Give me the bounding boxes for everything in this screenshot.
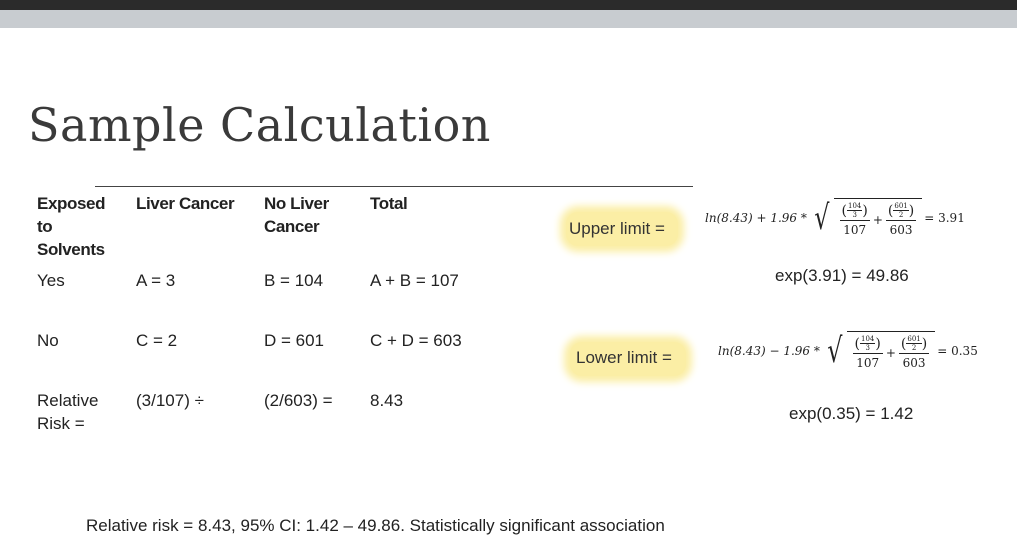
header-liver-cancer xyxy=(136,192,234,215)
inner-numerator: 104 xyxy=(848,202,862,210)
fraction-numerator: ( $\frac{601}{2}$ ) xyxy=(900,335,928,352)
radicand xyxy=(834,198,923,237)
summary-text: Relative risk = 8.43, 95% CI: 1.42 – 49.86. Statistically significant association xyxy=(86,516,665,535)
upper-limit-label: Upper limit = xyxy=(569,219,665,238)
cell-rr-part1: (3/107) ÷ xyxy=(136,391,204,410)
plus-sign: + xyxy=(885,345,896,360)
row-label-no: No xyxy=(37,331,59,350)
fraction-denominator: 603 xyxy=(902,356,926,370)
header-line: Cancer xyxy=(264,217,320,236)
inner-fraction xyxy=(893,202,908,219)
formula-result: = 0.35 xyxy=(937,343,978,358)
fraction-1 xyxy=(840,202,870,237)
inner-numerator: 104 xyxy=(861,335,875,343)
lower-limit-formula xyxy=(718,331,978,370)
inner-fraction xyxy=(906,335,921,352)
sub-bar xyxy=(0,10,1017,28)
cell-d: D = 601 xyxy=(264,331,325,350)
formula-lead: ln(8.43) + 1.96 * xyxy=(705,210,807,225)
row-label-relative-risk xyxy=(37,389,98,435)
cell-rr-value: 8.43 xyxy=(370,391,404,410)
inner-fraction xyxy=(860,335,875,352)
cell-rr-part2: (2/603) = xyxy=(264,391,333,410)
fraction-denominator: 107 xyxy=(856,356,880,370)
header-line: Solvents xyxy=(37,240,105,259)
inner-denominator: 3 xyxy=(865,344,870,352)
sqrt-icon: √ xyxy=(827,330,843,371)
fraction-numerator: ( $\frac{104}{3}$ ) xyxy=(841,202,868,219)
inner-denominator: 2 xyxy=(898,211,904,219)
inner-numerator: 601 xyxy=(894,202,908,210)
header-no-liver-cancer xyxy=(264,192,329,238)
table-top-rule xyxy=(95,186,693,187)
fraction-1 xyxy=(853,335,883,370)
inner-numerator: 601 xyxy=(907,335,921,343)
sqrt-icon: √ xyxy=(814,197,830,238)
header-line: Exposed xyxy=(37,194,106,213)
header-line: Liver Cancer xyxy=(136,194,235,213)
header-exposed xyxy=(37,192,105,261)
radicand xyxy=(847,331,936,370)
fraction-2 xyxy=(886,202,916,237)
lower-limit-exp: exp(0.35) = 1.42 xyxy=(789,404,914,423)
row-label-line: Risk = xyxy=(37,414,85,433)
row-label-yes: Yes xyxy=(37,271,65,290)
plus-sign: + xyxy=(872,212,883,227)
header-total xyxy=(370,192,407,215)
fraction-denominator: 107 xyxy=(843,223,867,237)
inner-denominator: 3 xyxy=(852,211,857,219)
upper-limit-exp: exp(3.91) = 49.86 xyxy=(775,266,909,285)
header-line: Total xyxy=(370,194,408,213)
inner-fraction xyxy=(847,202,862,219)
formula-result: = 3.91 xyxy=(924,210,965,225)
fraction-denominator: 603 xyxy=(889,223,913,237)
cell-total-no: C + D = 603 xyxy=(370,331,462,350)
row-label-line: Relative xyxy=(37,391,99,410)
fraction-2 xyxy=(899,335,929,370)
header-line: No Liver xyxy=(264,194,329,213)
cell-a: A = 3 xyxy=(136,271,176,290)
cell-b: B = 104 xyxy=(264,271,324,290)
cell-total-yes: A + B = 107 xyxy=(370,271,459,290)
cell-c: C = 2 xyxy=(136,331,178,350)
fraction-numerator: ( $\frac{601}{2}$ ) xyxy=(887,202,915,219)
fraction-numerator: ( $\frac{104}{3}$ ) xyxy=(854,335,881,352)
top-bar xyxy=(0,0,1017,10)
header-line: to xyxy=(37,217,53,236)
formula-lead: ln(8.43) − 1.96 * xyxy=(718,343,820,358)
upper-limit-formula xyxy=(705,198,965,237)
lower-limit-label: Lower limit = xyxy=(576,348,672,367)
page-title: Sample Calculation xyxy=(28,98,491,152)
inner-denominator: 2 xyxy=(911,344,917,352)
